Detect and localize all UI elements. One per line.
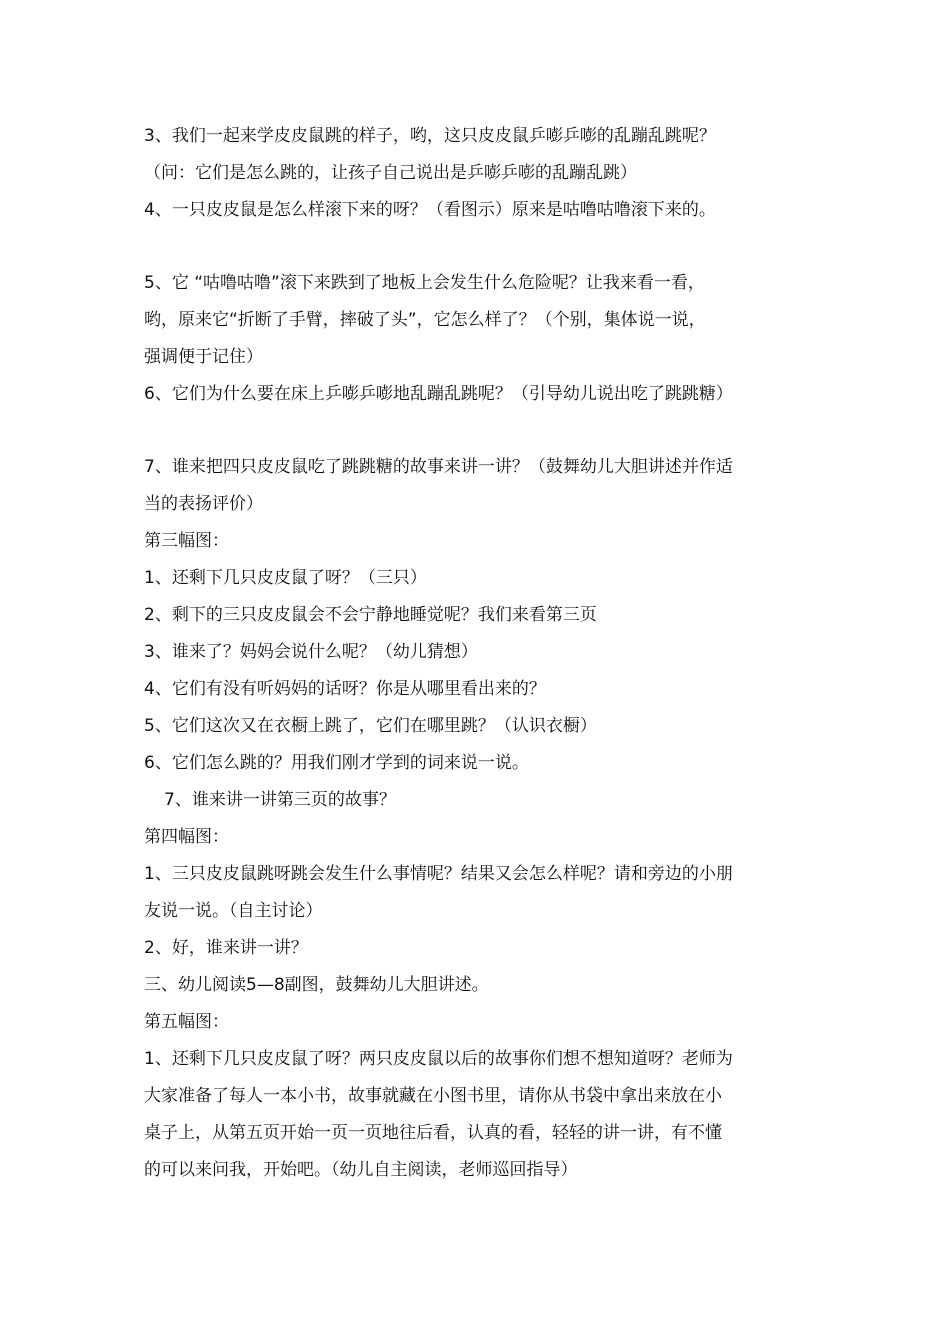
text-line: 7、谁来讲一讲第三页的故事？ xyxy=(164,790,396,810)
text-line: 强调便于记住） xyxy=(144,347,263,367)
document-body xyxy=(144,118,816,1189)
text-line: 4、一只皮皮鼠是怎么样滚下来的呀？（看图示）原来是咕噜咕噜滚下来的。 xyxy=(144,200,716,220)
text-line: （问：它们是怎么跳的，让孩子自己说出是乒嘭乒嘭的乱蹦乱跳） xyxy=(144,163,637,183)
text-line: 7、谁来把四只皮皮鼠吃了跳跳糖的故事来讲一讲？（鼓舞幼儿大胆讲述并作适 xyxy=(144,457,733,477)
text-line: 5、它们这次又在衣橱上跳了，它们在哪里跳？（认识衣橱） xyxy=(144,716,597,736)
text-line: 1、还剩下几只皮皮鼠了呀？两只皮皮鼠以后的故事你们想不想知道呀？老师为 xyxy=(144,1049,733,1069)
text-line: 友说一说。（自主讨论） xyxy=(144,901,323,921)
text-line: 1、三只皮皮鼠跳呀跳会发生什么事情呢？结果又会怎么样呢？请和旁边的小朋 xyxy=(144,864,733,884)
text-line: 4、它们有没有听妈妈的话呀？你是从哪里看出来的？ xyxy=(144,679,546,699)
text-line: 哟，原来它“折断了手臂，摔破了头”，它怎么样了？（个别，集体说一说， xyxy=(144,310,706,330)
section-heading: 第四幅图： xyxy=(144,827,229,847)
text-line: 桌子上，从第五页开始一页一页地往后看，认真的看，轻轻的讲一讲，有不懂 xyxy=(144,1123,722,1143)
text-line: 2、剩下的三只皮皮鼠会不会宁静地睡觉呢？我们来看第三页 xyxy=(144,605,597,625)
section-heading: 第五幅图： xyxy=(144,1012,229,1032)
text-line: 6、它们怎么跳的？用我们刚才学到的词来说一说。 xyxy=(144,753,529,773)
text-line: 3、我们一起来学皮皮鼠跳的样子，哟，这只皮皮鼠乒嘭乒嘭的乱蹦乱跳呢？ xyxy=(144,126,716,146)
text-line: 3、谁来了？妈妈会说什么呢？（幼儿猜想） xyxy=(144,642,478,662)
text-line: 的可以来问我，开始吧。（幼儿自主阅读，老师巡回指导） xyxy=(144,1160,578,1180)
text-line: 5、它 “咕噜咕噜”滚下来跌到了地板上会发生什么危险呢？让我来看一看， xyxy=(144,273,705,293)
section-heading: 三、幼儿阅读5—8副图，鼓舞幼儿大胆讲述。 xyxy=(144,975,489,995)
section-heading: 第三幅图： xyxy=(144,531,229,551)
blank-line xyxy=(144,229,816,265)
text-line: 2、好，谁来讲一讲？ xyxy=(144,938,308,958)
text-line: 1、还剩下几只皮皮鼠了呀？（三只） xyxy=(144,568,427,588)
text-line: 6、它们为什么要在床上乒嘭乒嘭地乱蹦乱跳呢？（引导幼儿说出吃了跳跳糖） xyxy=(144,384,733,404)
blank-line xyxy=(144,413,816,449)
text-line: 当的表扬评价） xyxy=(144,494,263,514)
text-line: 大家准备了每人一本小书，故事就藏在小图书里，请你从书袋中拿出来放在小 xyxy=(144,1086,722,1106)
